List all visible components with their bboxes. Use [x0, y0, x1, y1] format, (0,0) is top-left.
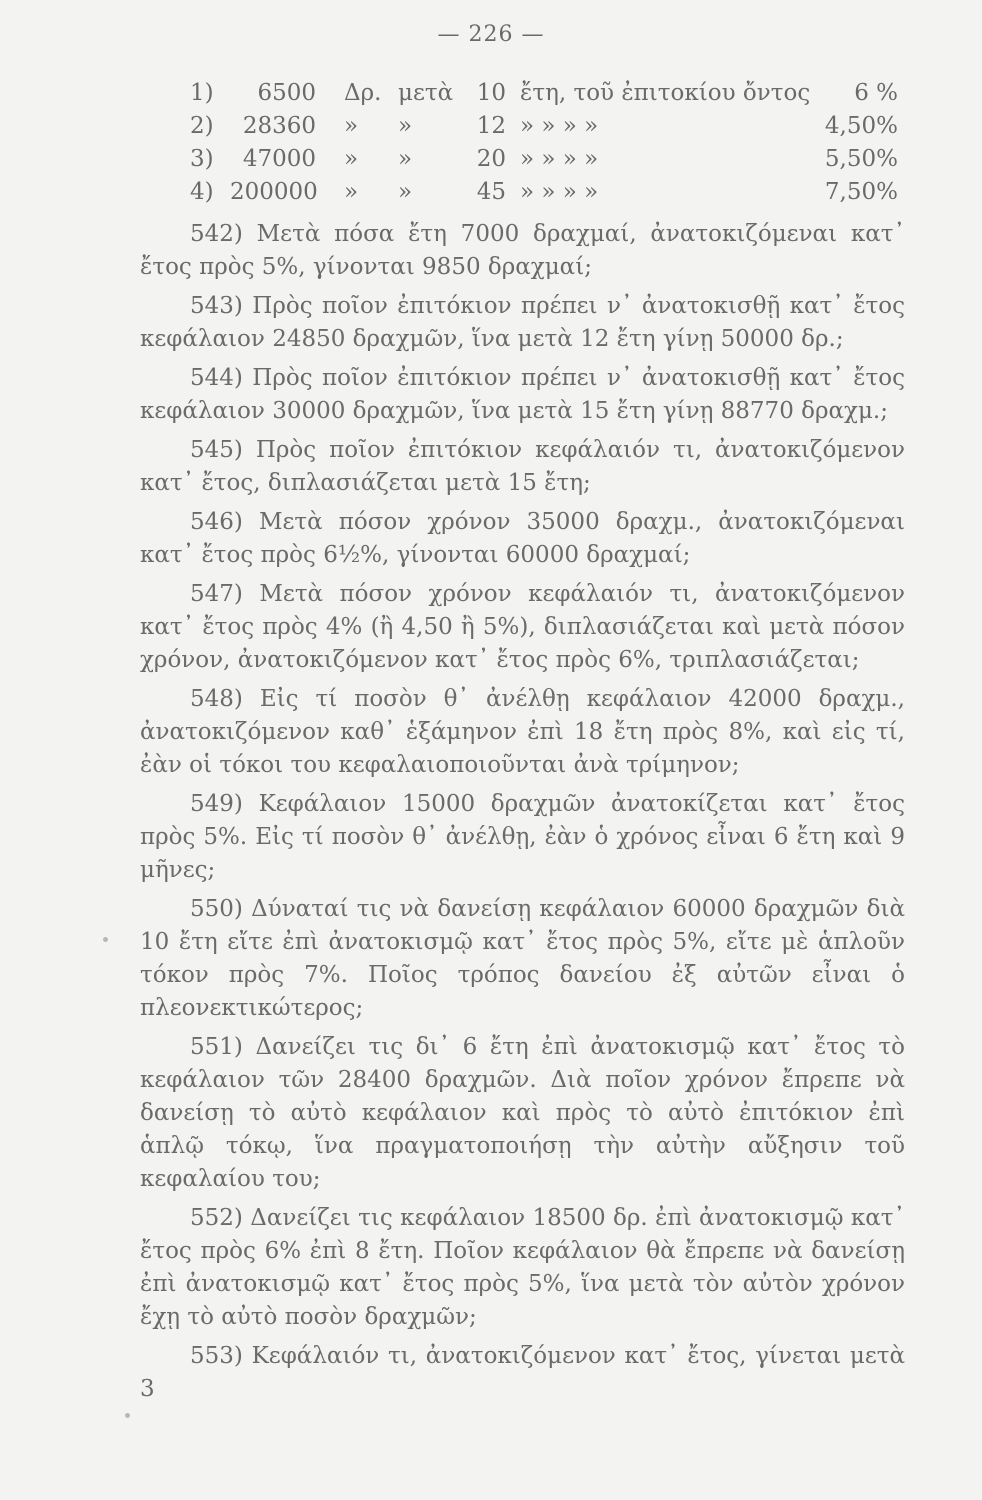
- row-rate: 6 %: [854, 80, 898, 106]
- row-meta: μετὰ: [398, 80, 454, 106]
- row-meta: »: [398, 179, 413, 205]
- problem-547: 547) Μετὰ πόσον χρόνον κεφάλαιόν τι, ἀνατοκιζόμενον κατ᾽ ἔτος πρὸς 4% (ἢ 4,50 ἢ 5%), διπλασιάζεται καὶ μετὰ πόσον χρόνον, ἀνατοκιζόμενον κατ᾽ ἔτος πρὸς 6%, τριπλασιάζεται;: [140, 581, 905, 673]
- row-rate: 7,50%: [824, 179, 898, 205]
- problem-551: 551) Δανείζει τις δι᾽ 6 ἔτη ἐπὶ ἀνατοκισμῷ κατ᾽ ἔτος τὸ κεφάλαιον τῶν 28400 δραχμῶν. Διὰ ποῖον χρόνον ἔπρεπε νὰ δανείσῃ τὸ αὐτὸ κεφάλαιον καὶ πρὸς τὸ αὐτὸ ἐπιτόκιον ἐπὶ ἁπλῷ τόκῳ, ἵνα πραγματοποιήσῃ τὴν αὐτὴν αὔξησιν τοῦ κεφαλαίου του;: [140, 1034, 905, 1192]
- row-index: 3): [190, 146, 214, 172]
- table-row: [190, 113, 910, 146]
- problem-list: [140, 218, 905, 1412]
- row-amount: 47000: [242, 146, 316, 172]
- problem-549: 549) Κεφάλαιον 15000 δραχμῶν ἀνατοκίζεται κατ᾽ ἔτος πρὸς 5%. Εἰς τί ποσὸν θ᾽ ἀνέλθῃ, ἐὰν ὁ χρόνος εἶναι 6 ἔτη καὶ 9 μῆνες;: [140, 791, 905, 883]
- row-amount: 200000: [230, 179, 318, 205]
- rate-table: [190, 80, 910, 212]
- table-row: [190, 146, 910, 179]
- row-years: 12: [476, 113, 506, 139]
- row-years: 45: [476, 179, 506, 205]
- row-rate: 5,50%: [824, 146, 898, 172]
- row-unit: »: [344, 179, 359, 205]
- row-meta: »: [398, 113, 413, 139]
- table-row: [190, 179, 910, 212]
- row-index: 2): [190, 113, 214, 139]
- row-index: 1): [190, 80, 214, 106]
- row-meta: »: [398, 146, 413, 172]
- paper-speck: [125, 1413, 130, 1418]
- row-amount: 28360: [242, 113, 316, 139]
- problem-542: 542) Μετὰ πόσα ἔτη 7000 δραχμαί, ἀνατοκιζόμεναι κατ᾽ ἔτος πρὸς 5%, γίνονται 9850 δραχμαί;: [140, 221, 905, 280]
- row-description: » » » »: [520, 179, 599, 205]
- row-years: 10: [476, 80, 506, 106]
- row-amount: 6500: [257, 80, 316, 106]
- row-unit: »: [344, 113, 359, 139]
- problem-548: 548) Εἰς τί ποσὸν θ᾽ ἀνέλθῃ κεφάλαιον 42000 δραχμ., ἀνατοκιζόμενον καθ᾽ ἑξάμηνον ἐπὶ 18 ἔτη πρὸς 8%, καὶ εἰς τί, ἐὰν οἱ τόκοι του κεφαλαιοποιοῦνται ἀνὰ τρίμηνον;: [140, 686, 905, 778]
- problem-544: 544) Πρὸς ποῖον ἐπιτόκιον πρέπει ν᾽ ἀνατοκισθῇ κατ᾽ ἔτος κεφάλαιον 30000 δραχμῶν, ἵνα μετὰ 15 ἔτη γίνῃ 88770 δραχμ.;: [140, 365, 905, 424]
- row-description: ἔτη, τοῦ ἐπιτοκίου ὄντος: [520, 80, 811, 106]
- page-number: — 226 —: [437, 22, 545, 47]
- problem-552: 552) Δανείζει τις κεφάλαιον 18500 δρ. ἐπὶ ἀνατοκισμῷ κατ᾽ ἔτος πρὸς 6% ἐπὶ 8 ἔτη. Ποῖον κεφάλαιον θὰ ἔπρεπε νὰ δανείσῃ ἐπὶ ἀνατοκισμῷ κατ᾽ ἔτος πρὸς 5%, ἵνα μετὰ τὸν αὐτὸν χρόνον ἔχῃ τὸ αὐτὸ ποσὸν δραχμῶν;: [140, 1205, 905, 1330]
- row-description: » » » »: [520, 113, 599, 139]
- row-index: 4): [190, 179, 214, 205]
- problem-550: 550) Δύναταί τις νὰ δανείσῃ κεφάλαιον 60000 δραχμῶν διὰ 10 ἔτη εἴτε ἐπὶ ἀνατοκισμῷ κατ᾽ ἔτος πρὸς 5%, εἴτε μὲ ἁπλοῦν τόκον πρὸς 7%. Ποῖος τρόπος δανείου ἐξ αὐτῶν εἶναι ὁ πλεονεκτικώτερος;: [140, 896, 905, 1021]
- row-years: 20: [476, 146, 506, 172]
- problem-546: 546) Μετὰ πόσον χρόνον 35000 δραχμ., ἀνατοκιζόμεναι κατ᾽ ἔτος πρὸς 6½%, γίνονται 60000 δραχμαί;: [140, 509, 905, 568]
- row-rate: 4,50%: [824, 113, 898, 139]
- problem-543: 543) Πρὸς ποῖον ἐπιτόκιον πρέπει ν᾽ ἀνατοκισθῇ κατ᾽ ἔτος κεφάλαιον 24850 δραχμῶν, ἵνα μετὰ 12 ἔτη γίνῃ 50000 δρ.;: [140, 293, 905, 352]
- paper-speck: [103, 937, 108, 942]
- problem-545: 545) Πρὸς ποῖον ἐπιτόκιον κεφάλαιόν τι, ἀνατοκιζόμενον κατ᾽ ἔτος, διπλασιάζεται μετὰ 15 ἔτη;: [140, 437, 905, 496]
- row-unit: Δρ.: [344, 80, 382, 106]
- row-unit: »: [344, 146, 359, 172]
- table-row: [190, 80, 910, 113]
- row-description: » » » »: [520, 146, 599, 172]
- problem-553: 553) Κεφάλαιόν τι, ἀνατοκιζόμενον κατ᾽ ἔτος, γίνεται μετὰ 3: [140, 1343, 905, 1402]
